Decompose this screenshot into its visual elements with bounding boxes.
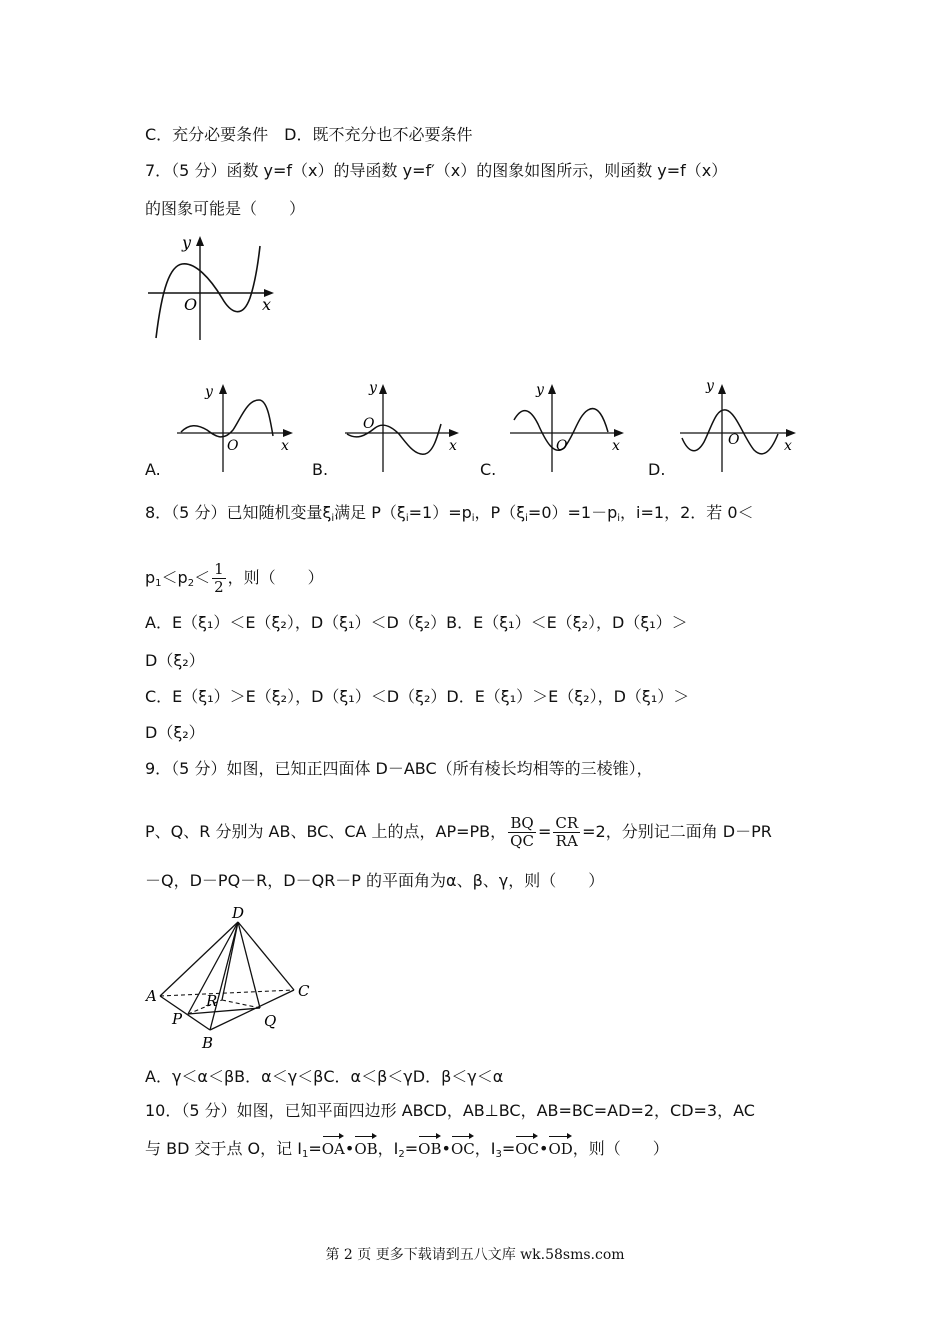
q9-stem-line2: P、Q、R 分别为 AB、BC、CA 上的点，AP=PB， $\frac{BQ}{QC}$ = $\frac{CR}{RA}$ =2，分别记二面角 D－PR — [145, 814, 772, 850]
q7-stem-line2: 的图象可能是（ ） — [145, 199, 306, 218]
q8-options-ab-cont: D（ξ₂） — [145, 651, 205, 670]
q9-options: A．γ＜α＜βB．α＜γ＜βC．α＜β＜γD．β＜γ＜α — [145, 1067, 504, 1086]
svg-text:O: O — [363, 416, 375, 432]
vertex-d: D — [232, 904, 245, 922]
svg-text:O: O — [728, 432, 740, 448]
svg-text:O: O — [556, 438, 568, 454]
origin-label: O — [184, 295, 198, 314]
q9-stem-line1: 9．（5 分）如图，已知正四面体 D－ABC（所有棱长均相等的三棱锥）， — [145, 759, 653, 778]
svg-text:x: x — [449, 438, 457, 454]
svg-text:x: x — [612, 438, 620, 454]
q8-options-cd: C．E（ξ₁）＞E（ξ₂），D（ξ₁）＜D（ξ₂）D．E（ξ₁）＞E（ξ₂），D（ξ₁）＞ — [145, 687, 690, 706]
option-a-graph — [175, 378, 300, 474]
option-d-graph — [678, 378, 803, 474]
vertex-c: C — [298, 982, 310, 1000]
axis-label-y: y — [182, 233, 192, 252]
page-footer: 第 2 页 更多下载请到五八文库 wk.58sms.com — [325, 1247, 625, 1263]
q8-options-cd-cont: D（ξ₂） — [145, 723, 205, 742]
svg-text:O: O — [227, 438, 239, 454]
q10-stem-line1: 10．（5 分）如图，已知平面四边形 ABCD，AB⊥BC，AB=BC=AD=2，CD=3，AC — [145, 1101, 755, 1120]
tetrahedron-figure — [142, 902, 322, 1052]
svg-text:y: y — [369, 380, 377, 396]
option-c-label: C. — [480, 460, 497, 479]
q10-stem-line2: 与 BD 交于点 O，记 $I_1=OA•OB$，$I_2=OB•OC$，$I_3=OC•OD$，则（ ） — [145, 1139, 669, 1160]
vertex-b: B — [202, 1034, 214, 1052]
vertex-a: A — [146, 987, 157, 1005]
line-q6-options-cd: C．充分必要条件 D．既不充分也不必要条件 — [145, 125, 473, 144]
svg-text:y: y — [536, 382, 544, 398]
svg-text:y: y — [205, 384, 213, 400]
option-b-label: B. — [312, 460, 329, 479]
q7-stem-line1: 7．（5 分）函数 y=f（x）的导函数 y=f′（x）的图象如图所示，则函数 y=f（x） — [145, 161, 728, 180]
point-q: Q — [264, 1012, 277, 1030]
q8-stem-line1: 8．（5 分）已知随机变量$\xi_i$满足 $P(\xi_i=1)=p_i$，$P(\xi_i=0)=1-p_i$，i=1，2．若 0＜ — [145, 503, 754, 524]
option-d-label: D. — [648, 460, 666, 479]
axis-label-x: x — [262, 295, 272, 314]
q9-stem-line3: －Q，D－PQ－R，D－QR－P 的平面角为α、β、γ，则（ ） — [145, 871, 605, 890]
q8-stem-line2: $p_1<p_2<$ $\frac{1}{2}$ ，则（ ） — [145, 560, 324, 596]
q7-derivative-graph — [140, 228, 280, 344]
fraction-one-half: $\frac{1}{2}$ — [214, 560, 224, 596]
svg-text:x: x — [784, 438, 792, 454]
svg-text:x: x — [281, 438, 289, 454]
option-c-graph — [508, 378, 633, 474]
option-b-graph — [343, 378, 468, 474]
q8-options-ab: A．E（ξ₁）＜E（ξ₂），D（ξ₁）＜D（ξ₂）B．E（ξ₁）＜E（ξ₂），D（ξ₁）＞ — [145, 613, 688, 632]
point-p: P — [172, 1010, 183, 1028]
option-a-label: A. — [145, 460, 161, 479]
svg-text:y: y — [706, 378, 714, 394]
point-r: R — [206, 992, 218, 1010]
